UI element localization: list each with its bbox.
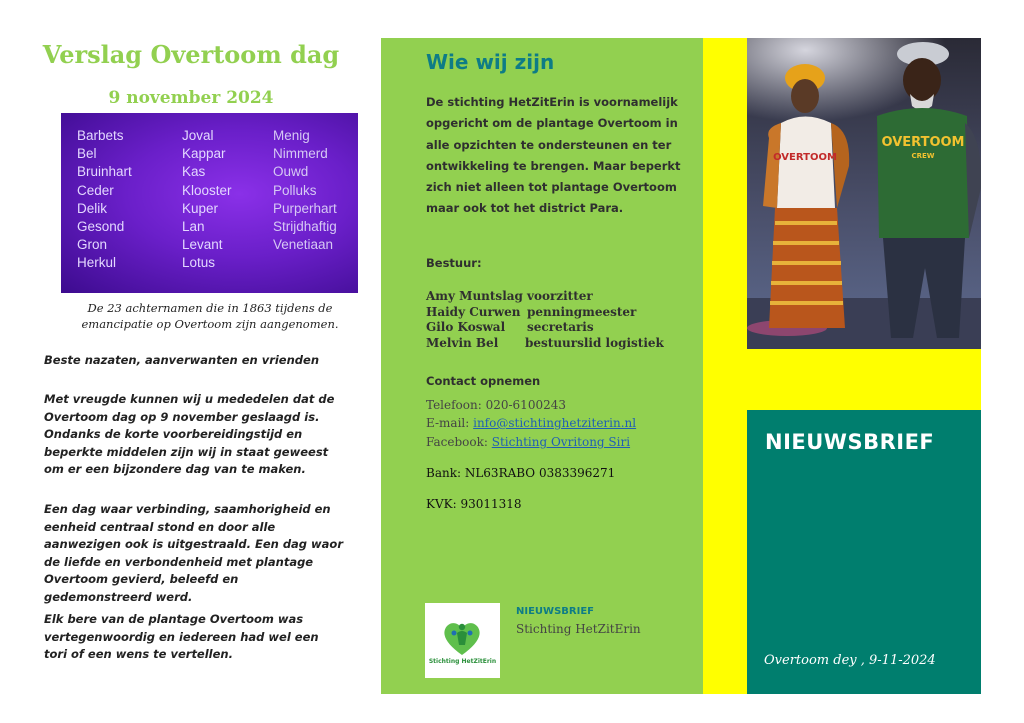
- paragraph-families: Elk bere van de plantage Overtoom was vertegenwoordig en iedereen had wel een tori of een wens te vertellen.: [44, 612, 319, 662]
- surname: Strijdhaftig: [273, 219, 337, 235]
- email-line: [426, 416, 636, 430]
- bank-account: Bank: NL63RABO 0383396271: [426, 466, 616, 480]
- board-member-role: secretaris: [527, 320, 594, 334]
- surname: Bruinhart: [77, 164, 132, 180]
- shirt-text: OVERTOOM: [773, 152, 837, 163]
- surnames-column-2: [182, 127, 232, 273]
- board-member-name: Gilo Koswal: [426, 320, 506, 334]
- surname: Joval: [182, 128, 214, 143]
- board-label: Bestuur:: [426, 256, 482, 270]
- report-date: 9 november 2024: [108, 88, 274, 108]
- shirt-subtext: CREW: [911, 152, 935, 160]
- surname: Ceder: [77, 182, 114, 198]
- email-label: E-mail:: [426, 416, 474, 430]
- board-member-role: voorzitter: [527, 289, 593, 303]
- surnames-image: [61, 113, 358, 293]
- board-member-name: Haidy Curwen: [426, 304, 521, 319]
- about-title: Wie wij zijn: [426, 50, 555, 74]
- paragraph-success: Met vreugde kunnen wij u mededelen dat de Overtoom dag op 9 november geslaagd is. Ondanks de korte voorbereidingstijd en beperkte middelen zijn wij in staat geweest om er een bijzondere dag van te maken.: [44, 392, 335, 477]
- surname: Kas: [182, 164, 206, 180]
- surname: Nimmerd: [273, 146, 328, 162]
- caption-line: emancipatie op Overtoom zijn aangenomen.: [81, 317, 339, 331]
- heart-people-icon: [425, 603, 500, 678]
- shirt-text: OVERTOOM: [881, 135, 965, 150]
- surname: Menig: [273, 128, 310, 143]
- facebook-label: Facebook:: [426, 435, 492, 449]
- surname: Gron: [77, 237, 108, 253]
- surname: Levant: [182, 237, 223, 253]
- paragraph-unity: Een dag waar verbinding, saamhorigheid en eenheid centraal stond en door alle aanwezigen ook is uitgestraald. Een dag waor de liefde en verbondenheid met plantage Overtoom gevierd, beleefd en gedemonstreerd werd.: [44, 502, 343, 604]
- facebook-link[interactable]: Stichting Ovritong Siri: [491, 435, 631, 449]
- surname: Lotus: [182, 255, 216, 271]
- report-title: Verslag Overtoom dag: [42, 40, 340, 69]
- surname: Kuper: [182, 200, 219, 216]
- board-member-name: Melvin Bel: [426, 335, 499, 350]
- facebook-line: [426, 435, 630, 449]
- surname: Kappar: [182, 146, 226, 162]
- foundation-name: Stichting HetZitErin: [516, 622, 641, 636]
- contact-title: Contact opnemen: [426, 374, 541, 388]
- surname: Ouwd: [273, 164, 309, 180]
- surname: Delik: [77, 200, 108, 216]
- surname: Polluks: [273, 182, 317, 198]
- caption-line: De 23 achternamen die in 1863 tijdens de: [87, 301, 333, 315]
- newsletter-label: NIEUWSBRIEF: [516, 606, 594, 617]
- board-member-role: bestuurslid logistiek: [525, 335, 664, 350]
- surnames-caption: [62, 300, 358, 332]
- surname: Herkul: [77, 255, 117, 271]
- surname: Klooster: [182, 182, 232, 198]
- email-link[interactable]: info@stichtinghetziterin.nl: [473, 416, 637, 430]
- people-photo-illustration: [747, 38, 981, 349]
- surname: Barbets: [77, 128, 124, 143]
- surname: Gesond: [77, 219, 125, 235]
- surnames-column-3: [273, 127, 337, 254]
- surname: Venetiaan: [273, 237, 334, 253]
- greeting: Beste nazaten, aanverwanten en vrienden: [44, 353, 320, 367]
- newsletter-date: Overtoom dey , 9-11-2024: [764, 653, 936, 668]
- surname: Lan: [182, 219, 205, 235]
- surname: Bel: [77, 146, 97, 162]
- board-member-role: penningmeester: [527, 304, 637, 319]
- cover-photo: [747, 38, 981, 349]
- foundation-logo: [425, 603, 500, 678]
- about-text: De stichting HetZitErin is voornamelijk opgericht om de plantage Overtoom in alle opzichten te ondersteunen en ter ontwikkeling te brengen. Maar beperkt zich niet alleen tot plantage Overtoom maar ook tot het district Para.: [426, 95, 681, 216]
- kvk-number: KVK: 93011318: [426, 497, 522, 511]
- board-member-name: Amy Muntslag: [426, 289, 523, 303]
- newsletter-title: NIEUWSBRIEF: [765, 430, 935, 454]
- logo-text: Stichting HetZitErin: [428, 658, 497, 665]
- surname: Purperhart: [273, 200, 337, 216]
- surnames-column-1: [77, 127, 132, 273]
- phone-number: Telefoon: 020-6100243: [426, 398, 566, 412]
